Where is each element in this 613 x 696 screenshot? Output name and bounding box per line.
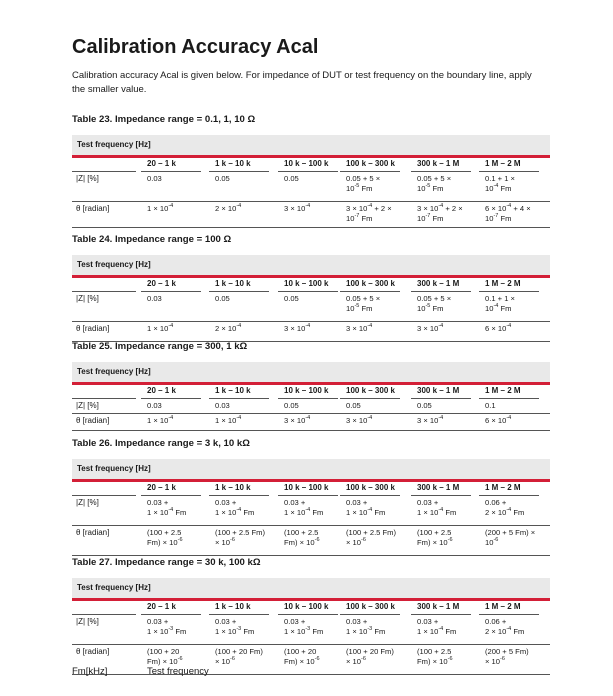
cell-line: $1 \times 10^{-3}$ Fm xyxy=(284,626,324,636)
cell-line: $3 \times 10^{-4}$ xyxy=(284,323,311,333)
column-header-underline xyxy=(141,171,201,172)
cell-line: 0.03 + xyxy=(215,498,237,507)
cell-line: $1 \times 10^{-4}$ Fm xyxy=(284,507,324,517)
cell-line: $10^{-5}$ Fm xyxy=(346,183,373,193)
table-cell xyxy=(215,617,254,637)
column-header: 100 k – 300 k xyxy=(346,279,395,288)
table-cell xyxy=(346,294,380,314)
table-cell xyxy=(485,204,531,224)
table-title: Table 25. Impedance range = 300, 1 kΩ xyxy=(72,341,248,352)
table-cell xyxy=(284,174,299,184)
table-cell xyxy=(147,174,162,184)
cell-line: $10^{-4}$ Fm xyxy=(485,183,512,193)
column-header: 1 k – 10 k xyxy=(215,386,251,395)
cell-line: (100 + 2.5 xyxy=(147,528,182,537)
table-cell xyxy=(284,498,323,518)
table-cell xyxy=(346,647,394,667)
intro-paragraph: Calibration accuracy Acal is given below. For impedance of DUT or test frequency on the boundary line, apply the smaller value. xyxy=(72,70,532,95)
cell-line: $2 \times 10^{-4}$ xyxy=(215,323,242,333)
row-separator xyxy=(72,495,136,496)
cell-line: $10^{-4}$ Fm xyxy=(485,303,512,313)
row-label: θ [radian] xyxy=(76,324,110,333)
column-header: 1 k – 10 k xyxy=(215,279,251,288)
column-header-underline xyxy=(479,171,539,172)
row-label: θ [radian] xyxy=(76,647,110,656)
cell-line: 0.05 + 5 × xyxy=(346,174,381,183)
cell-line: 0.03 xyxy=(215,401,230,410)
row-separator xyxy=(72,227,550,228)
column-header-underline xyxy=(278,614,338,615)
cell-line: 0.03 + xyxy=(215,617,237,626)
table-cell xyxy=(284,324,310,334)
table-cell xyxy=(417,498,456,518)
column-header-underline xyxy=(411,291,471,292)
cell-line: 0.1 xyxy=(485,401,496,410)
row-separator xyxy=(72,171,136,172)
cell-line: $3 \times 10^{-4}$ xyxy=(346,415,373,425)
column-header: 1 M – 2 M xyxy=(485,602,521,611)
cell-line: $3 \times 10^{-4}$ xyxy=(417,415,444,425)
column-header: 1 M – 2 M xyxy=(485,279,521,288)
row-separator xyxy=(72,291,136,292)
table-cell xyxy=(147,498,186,518)
cell-line: 0.05 xyxy=(346,401,361,410)
cell-line: × $10^{-6}$ xyxy=(485,656,505,666)
column-header-underline xyxy=(340,291,400,292)
cell-line: 0.06 + xyxy=(485,498,507,507)
cell-line: (100 + 20 Fm) xyxy=(346,647,394,656)
column-header: 100 k – 300 k xyxy=(346,602,395,611)
cell-line: $6 \times 10^{-4} + 4$ × xyxy=(485,203,531,213)
cell-line: × $10^{-6}$ xyxy=(346,537,366,547)
cell-line: $1 \times 10^{-4}$ Fm xyxy=(417,507,457,517)
table-cell xyxy=(147,647,183,667)
cell-line: $1 \times 10^{-3}$ Fm xyxy=(215,626,255,636)
cell-line: 0.03 + xyxy=(284,617,306,626)
cell-line: (100 + 20 xyxy=(147,647,180,656)
row-separator xyxy=(72,201,550,202)
row-separator xyxy=(72,525,550,526)
column-header-underline xyxy=(141,398,201,399)
cell-line: (100 + 2.5 Fm) xyxy=(346,528,397,537)
column-header-underline xyxy=(340,614,400,615)
column-header-underline xyxy=(278,398,338,399)
table-cell xyxy=(284,528,320,548)
table-cell xyxy=(417,416,443,426)
cell-line: (200 + 5 Fm) × xyxy=(485,528,536,537)
cell-line: $1 \times 10^{-4}$ Fm xyxy=(215,507,255,517)
cell-line: $10^{-7}$ Fm xyxy=(485,213,512,223)
column-header: 300 k – 1 M xyxy=(417,279,460,288)
footer-test-frequency: Test frequency xyxy=(147,666,209,677)
table-cell xyxy=(346,174,380,194)
cell-line: × $10^{-6}$ xyxy=(215,656,235,666)
cell-line: $2 \times 10^{-4}$ Fm xyxy=(485,507,525,517)
cell-line: $10^{-5}$ Fm xyxy=(417,183,444,193)
table-cell xyxy=(417,401,432,411)
column-header: 100 k – 300 k xyxy=(346,483,395,492)
cell-line: $1 \times 10^{-4}$ xyxy=(215,415,242,425)
cell-line: $1 \times 10^{-3}$ Fm xyxy=(147,626,187,636)
table-cell xyxy=(215,204,241,214)
row-label: |Z| [%] xyxy=(76,617,99,626)
cell-line: (200 + 5 Fm) xyxy=(485,647,529,656)
table-cell xyxy=(485,324,511,334)
table-cell xyxy=(215,528,265,548)
cell-line: 0.05 xyxy=(215,174,230,183)
column-header-underline xyxy=(278,171,338,172)
row-label: |Z| [%] xyxy=(76,294,99,303)
cell-line: 0.03 xyxy=(147,401,162,410)
test-frequency-bar: Test frequency [Hz] xyxy=(72,255,550,275)
table-cell xyxy=(215,294,230,304)
row-label: |Z| [%] xyxy=(76,174,99,183)
column-header: 10 k – 100 k xyxy=(284,386,329,395)
cell-line: × $10^{-6}$ xyxy=(215,537,235,547)
table-cell xyxy=(215,416,241,426)
column-header: 300 k – 1 M xyxy=(417,386,460,395)
table-cell xyxy=(346,401,361,411)
table-cell xyxy=(485,528,535,548)
cell-line: 0.03 xyxy=(147,174,162,183)
cell-line: $1 \times 10^{-4}$ Fm xyxy=(147,507,187,517)
column-header: 20 – 1 k xyxy=(147,602,176,611)
table-cell xyxy=(147,204,173,214)
row-label: |Z| [%] xyxy=(76,498,99,507)
column-header: 300 k – 1 M xyxy=(417,159,460,168)
page-title: Calibration Accuracy Acal xyxy=(72,36,319,58)
column-header: 1 M – 2 M xyxy=(485,483,521,492)
table-cell xyxy=(417,204,463,224)
table-cell xyxy=(346,617,385,637)
table-cell xyxy=(485,498,524,518)
footer-fm-label: Fm[kHz] xyxy=(72,666,108,677)
table-cell xyxy=(147,528,183,548)
test-frequency-bar: Test frequency [Hz] xyxy=(72,135,550,155)
column-header-underline xyxy=(209,398,269,399)
column-header: 10 k – 100 k xyxy=(284,483,329,492)
table-cell xyxy=(215,498,254,518)
column-header-underline xyxy=(278,291,338,292)
column-header: 300 k – 1 M xyxy=(417,483,460,492)
cell-line: $10^{-6}$ xyxy=(485,537,499,547)
cell-line: 0.1 + 1 × xyxy=(485,294,515,303)
column-header-underline xyxy=(411,495,471,496)
column-header-underline xyxy=(209,495,269,496)
table-cell xyxy=(485,617,524,637)
table-cell xyxy=(215,174,230,184)
column-header: 10 k – 100 k xyxy=(284,159,329,168)
cell-line: 0.05 xyxy=(417,401,432,410)
column-header: 100 k – 300 k xyxy=(346,159,395,168)
cell-line: 0.05 + 5 × xyxy=(417,174,452,183)
column-header: 20 – 1 k xyxy=(147,279,176,288)
cell-line: $Fm) \times 10^{-6}$ xyxy=(147,537,183,547)
cell-line: $3 \times 10^{-4} + 2$ × xyxy=(417,203,463,213)
column-header: 1 k – 10 k xyxy=(215,602,251,611)
table-cell xyxy=(346,204,392,224)
table-cell xyxy=(284,647,320,667)
column-header: 10 k – 100 k xyxy=(284,279,329,288)
column-header: 10 k – 100 k xyxy=(284,602,329,611)
test-frequency-bar: Test frequency [Hz] xyxy=(72,362,550,382)
cell-line: $1 \times 10^{-4}$ Fm xyxy=(346,507,386,517)
cell-line: (100 + 2.5 xyxy=(284,528,319,537)
table-cell xyxy=(417,294,451,314)
cell-line: 0.05 + 5 × xyxy=(346,294,381,303)
row-label: θ [radian] xyxy=(76,416,110,425)
column-header-underline xyxy=(411,171,471,172)
cell-line: × $10^{-6}$ xyxy=(346,656,366,666)
cell-line: $2 \times 10^{-4}$ xyxy=(215,203,242,213)
row-separator xyxy=(72,430,550,431)
table-cell xyxy=(215,401,230,411)
test-frequency-bar: Test frequency [Hz] xyxy=(72,578,550,598)
column-header-underline xyxy=(340,171,400,172)
column-header: 20 – 1 k xyxy=(147,483,176,492)
table-accent-line xyxy=(72,155,550,158)
row-separator xyxy=(72,674,550,675)
table-cell xyxy=(284,617,323,637)
cell-line: $10^{-5}$ Fm xyxy=(346,303,373,313)
column-header-underline xyxy=(340,398,400,399)
table-cell xyxy=(485,416,511,426)
table-cell xyxy=(147,416,173,426)
table-cell xyxy=(215,647,263,667)
table-cell xyxy=(417,617,456,637)
cell-line: 0.03 + xyxy=(417,498,439,507)
row-label: θ [radian] xyxy=(76,204,110,213)
column-header: 1 k – 10 k xyxy=(215,483,251,492)
table-cell xyxy=(284,401,299,411)
column-header: 1 M – 2 M xyxy=(485,386,521,395)
table-accent-line xyxy=(72,598,550,601)
column-header-underline xyxy=(141,291,201,292)
cell-line: $6 \times 10^{-4}$ xyxy=(485,323,512,333)
cell-line: $1 \times 10^{-4}$ Fm xyxy=(417,626,457,636)
cell-line: $1 \times 10^{-4}$ xyxy=(147,203,174,213)
row-separator xyxy=(72,413,550,414)
column-header-underline xyxy=(479,495,539,496)
table-cell xyxy=(346,528,396,548)
cell-line: $Fm) \times 10^{-6}$ xyxy=(147,656,183,666)
table-cell xyxy=(147,617,186,637)
table-cell xyxy=(284,416,310,426)
cell-line: 0.03 + xyxy=(417,617,439,626)
cell-line: (100 + 20 xyxy=(284,647,317,656)
cell-line: 0.03 + xyxy=(346,617,368,626)
column-header: 1 k – 10 k xyxy=(215,159,251,168)
cell-line: $10^{-5}$ Fm xyxy=(417,303,444,313)
cell-line: 0.05 xyxy=(284,174,299,183)
cell-line: $3 \times 10^{-4}$ xyxy=(284,203,311,213)
row-label: |Z| [%] xyxy=(76,401,99,410)
table-title: Table 24. Impedance range = 100 Ω xyxy=(72,234,232,245)
cell-line: $Fm) \times 10^{-6}$ xyxy=(284,656,320,666)
table-accent-line xyxy=(72,479,550,482)
table-cell xyxy=(417,647,453,667)
table-cell xyxy=(485,294,515,314)
row-separator xyxy=(72,644,550,645)
cell-line: $10^{-7}$ Fm xyxy=(346,213,373,223)
table-cell xyxy=(215,324,241,334)
table-accent-line xyxy=(72,382,550,385)
column-header: 20 – 1 k xyxy=(147,386,176,395)
table-cell xyxy=(346,324,372,334)
column-header-underline xyxy=(209,614,269,615)
table-cell xyxy=(147,294,162,304)
column-header-underline xyxy=(411,614,471,615)
table-cell xyxy=(417,174,451,194)
column-header: 1 M – 2 M xyxy=(485,159,521,168)
cell-line: 0.03 + xyxy=(147,617,169,626)
cell-line: $6 \times 10^{-4}$ xyxy=(485,415,512,425)
cell-line: $Fm) \times 10^{-6}$ xyxy=(417,656,453,666)
cell-line: $3 \times 10^{-4} + 2$ × xyxy=(346,203,392,213)
test-frequency-bar: Test frequency [Hz] xyxy=(72,459,550,479)
table-accent-line xyxy=(72,275,550,278)
table-title: Table 26. Impedance range = 3 k, 10 kΩ xyxy=(72,438,250,449)
cell-line: $3 \times 10^{-4}$ xyxy=(284,415,311,425)
column-header-underline xyxy=(209,291,269,292)
cell-line: $3 \times 10^{-4}$ xyxy=(417,323,444,333)
cell-line: 0.05 xyxy=(215,294,230,303)
column-header-underline xyxy=(479,291,539,292)
row-separator xyxy=(72,321,550,322)
cell-line: $2 \times 10^{-4}$ Fm xyxy=(485,626,525,636)
cell-line: 0.03 + xyxy=(147,498,169,507)
table-cell xyxy=(417,528,453,548)
cell-line: 0.1 + 1 × xyxy=(485,174,515,183)
table-cell xyxy=(284,204,310,214)
cell-line: 0.05 xyxy=(284,294,299,303)
column-header-underline xyxy=(141,614,201,615)
cell-line: $3 \times 10^{-4}$ xyxy=(346,323,373,333)
cell-line: $1 \times 10^{-4}$ xyxy=(147,323,174,333)
cell-line: (100 + 20 Fm) xyxy=(215,647,263,656)
cell-line: $10^{-7}$ Fm xyxy=(417,213,444,223)
table-cell xyxy=(485,401,496,411)
column-header-underline xyxy=(278,495,338,496)
cell-line: 0.03 + xyxy=(284,498,306,507)
cell-line: 0.03 + xyxy=(346,498,368,507)
cell-line: 0.05 xyxy=(284,401,299,410)
table-cell xyxy=(485,647,529,667)
table-cell xyxy=(346,416,372,426)
column-header-underline xyxy=(209,171,269,172)
cell-line: (100 + 2.5 xyxy=(417,528,452,537)
column-header-underline xyxy=(479,398,539,399)
row-separator xyxy=(72,614,136,615)
cell-line: $1 \times 10^{-4}$ xyxy=(147,415,174,425)
column-header-underline xyxy=(411,398,471,399)
row-separator xyxy=(72,555,550,556)
column-header: 100 k – 300 k xyxy=(346,386,395,395)
column-header-underline xyxy=(479,614,539,615)
column-header-underline xyxy=(141,495,201,496)
cell-line: 0.03 xyxy=(147,294,162,303)
row-separator xyxy=(72,398,136,399)
table-cell xyxy=(147,324,173,334)
cell-line: $Fm) \times 10^{-6}$ xyxy=(417,537,453,547)
table-cell xyxy=(417,324,443,334)
table-title: Table 27. Impedance range = 30 k, 100 kΩ xyxy=(72,557,261,568)
table-cell xyxy=(284,294,299,304)
cell-line: (100 + 2.5 xyxy=(417,647,452,656)
table-cell xyxy=(485,174,515,194)
table-title: Table 23. Impedance range = 0.1, 1, 10 Ω xyxy=(72,114,256,125)
row-label: θ [radian] xyxy=(76,528,110,537)
table-cell xyxy=(346,498,385,518)
cell-line: 0.05 + 5 × xyxy=(417,294,452,303)
cell-line: 0.06 + xyxy=(485,617,507,626)
column-header: 20 – 1 k xyxy=(147,159,176,168)
cell-line: $Fm) \times 10^{-6}$ xyxy=(284,537,320,547)
cell-line: $1 \times 10^{-3}$ Fm xyxy=(346,626,386,636)
table-cell xyxy=(147,401,162,411)
cell-line: (100 + 2.5 Fm) xyxy=(215,528,266,537)
column-header-underline xyxy=(340,495,400,496)
column-header: 300 k – 1 M xyxy=(417,602,460,611)
